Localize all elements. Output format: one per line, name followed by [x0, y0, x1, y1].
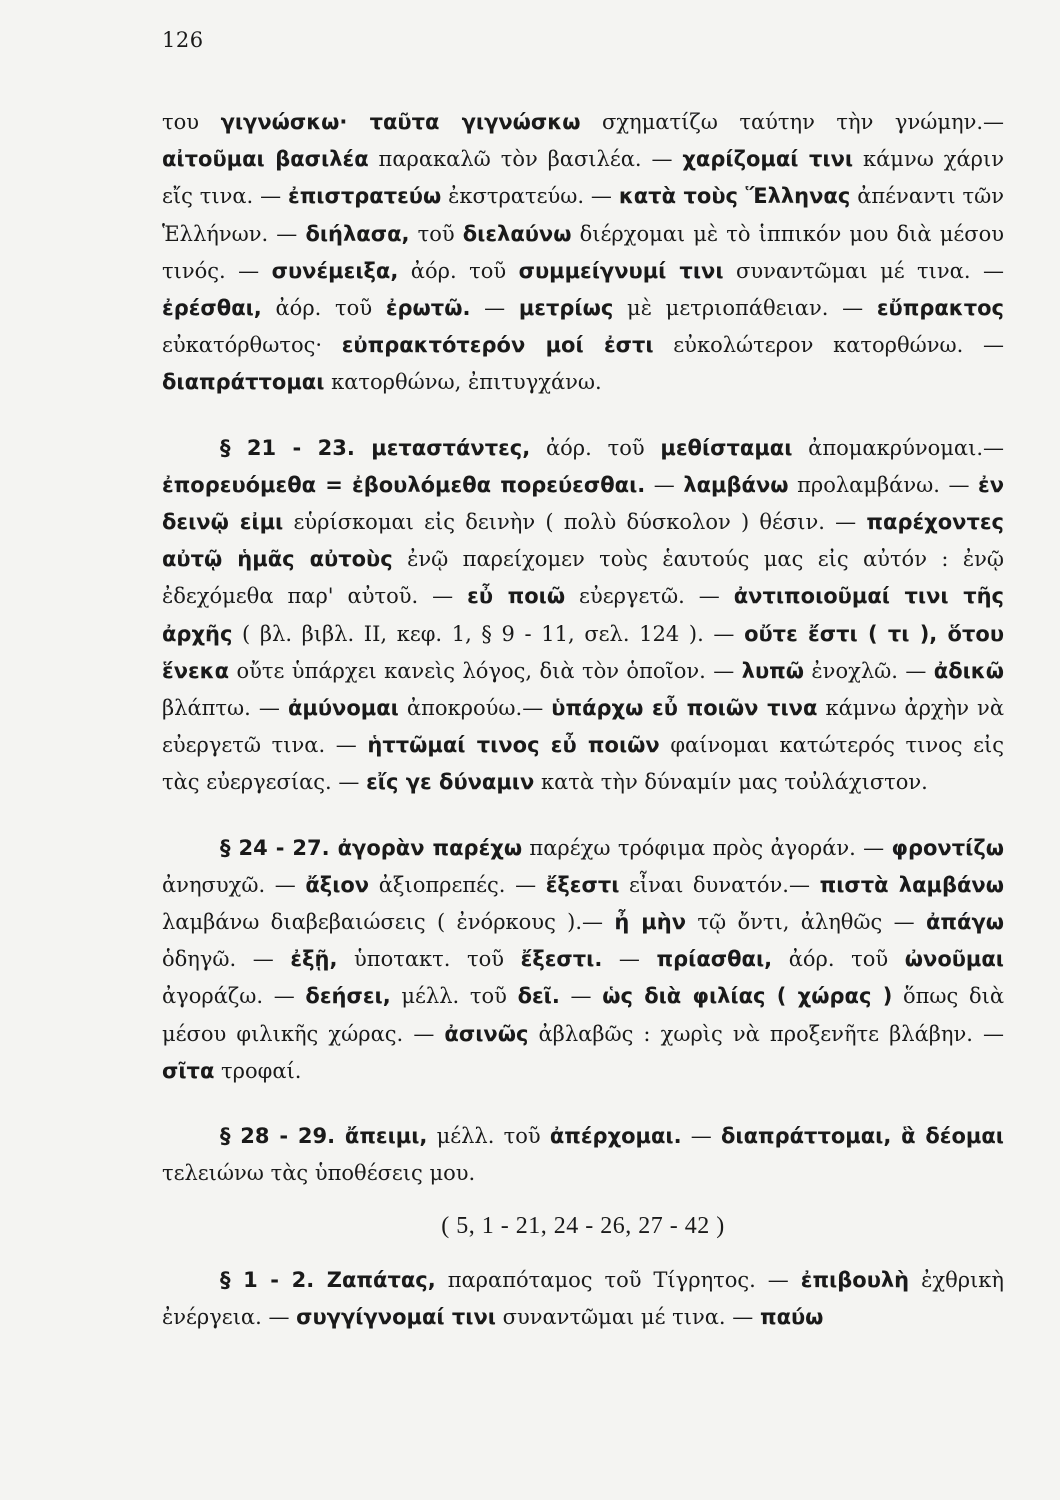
text: ἀόρ. τοῦ — [530, 435, 661, 460]
text: του — [162, 110, 221, 134]
text: — — [470, 296, 519, 321]
term: φροντίζω — [891, 835, 1004, 860]
text: συναντῶμαι μέ τινα. — — [723, 258, 1004, 283]
term: λαμβάνω — [683, 472, 789, 497]
text: ἀόρ. τοῦ — [772, 947, 905, 972]
term: δεήσει, — [305, 984, 391, 1009]
spacer — [162, 1090, 1004, 1118]
term: πρίασθαι, — [656, 947, 773, 972]
text: ἀξιοπρεπές. — — [369, 872, 546, 897]
term: λυπῶ — [741, 658, 804, 683]
section-heading: § 28 - 29. ἄπειμι, — [220, 1124, 428, 1149]
term: ὡς διὰ φιλίας ( χώρας ) — [602, 984, 893, 1009]
text: λαμβάνω διαβεβαιώσεις ( ἐνόρκους ).— — [162, 910, 615, 935]
term: συγγίγνομαί τινι — [296, 1304, 496, 1329]
text: ὁδηγῶ. — — [162, 947, 291, 972]
text: κατορθώνω, ἐπιτυγχάνω. — [324, 370, 602, 395]
term: ἐπορευόμεθα = ἐβουλόμεθα πορεύεσθαι. — [162, 472, 646, 497]
term: ἀπέρχομαι. — [549, 1124, 682, 1149]
term: παρέχοντες αὐτῷ ἡμᾶς αὐτοὺς — [162, 510, 1004, 572]
term: συμμείγνυμί τινι — [518, 258, 724, 283]
text: ἀγοράζω. — — [162, 984, 306, 1009]
term: ἡττῶμαί τινος εὖ ποιῶν — [367, 733, 660, 758]
text: οὔτε ὑπάρχει κανεὶς λόγος, διὰ τὸν ὁποῖον. — — [229, 658, 742, 683]
term: ὑπάρχω εὖ ποιῶν τινα — [551, 696, 818, 721]
text: συναντῶμαι μέ τινα. — — [495, 1304, 760, 1329]
term: ὠνοῦμαι — [904, 947, 1004, 972]
text: ( βλ. βιβλ. II, κεφ. 1, § 9 - 11, σελ. 124 ). — — [232, 621, 745, 646]
term: κατὰ τοὺς Ἕλληνας — [618, 184, 851, 209]
text: παρακαλῶ τὸν βασιλέα. — — [368, 147, 683, 172]
term: δεῖ. — [517, 984, 560, 1009]
term: συνέμειξα, — [271, 258, 399, 283]
term: χαρίζομαί τινι — [682, 147, 854, 172]
text: — — [559, 984, 603, 1009]
paragraph-5 — [162, 1262, 1004, 1336]
term: ἀντιποιοῦμαί τινι τῆς ἀρχῆς — [162, 584, 1005, 646]
text: κάμνω ἀρχὴν νὰ εὐεργετῶ τινα. — — [162, 696, 1004, 758]
term: μετρίως — [518, 296, 614, 321]
term: ἀδικῶ — [933, 658, 1004, 683]
text: σχηματίζω ταύτην τὴν γνώμην.— — [580, 110, 1005, 134]
term: εὔπρακτος — [876, 296, 1004, 321]
term: ἐπιστρατεύω — [288, 184, 442, 209]
page-number: 126 — [162, 28, 204, 52]
text: μέλλ. τοῦ — [390, 984, 518, 1009]
text: εὑρίσκομαι εἰς δεινὴν ( πολὺ δύσκολον ) θέσιν. — — [283, 510, 867, 535]
text: ὅπως διὰ μέσου φιλικῆς χώρας. — — [162, 984, 1005, 1046]
term: μεθίσταμαι — [660, 435, 793, 460]
text: εὐκολώτερον κατορθώνω. — — [653, 333, 1005, 358]
term: σῖτα — [162, 1058, 215, 1083]
text: μέλλ. τοῦ — [427, 1124, 550, 1149]
text: μὲ μετριοπάθειαν. — — [613, 296, 877, 321]
term: ἐρέσθαι, — [162, 296, 262, 321]
text: ἀποκρούω.— — [398, 696, 552, 721]
section-reference: ( 5, 1 - 21, 24 - 26, 27 - 42 ) — [441, 1213, 725, 1240]
text: ἀβλαβῶς : χωρὶς νὰ προξενῆτε βλάβην. — — [528, 1021, 1005, 1046]
term: ἐν δεινῷ εἰμι — [162, 472, 1004, 535]
text: προλαμβάνω. — — [788, 472, 978, 497]
term: ἔξεστι — [545, 872, 620, 897]
term: οὔτε ἔστι ( τι ), ὅτου ἕνεκα — [162, 621, 1004, 683]
term: εἴς γε δύναμιν — [366, 770, 535, 795]
spacer — [162, 1246, 1004, 1262]
text: ἐχθρικὴ ἐνέργεια. — — [162, 1267, 1005, 1329]
term: ἐξῇ, — [290, 947, 338, 972]
paragraph-3 — [162, 830, 1004, 1090]
term: ἦ μὴν — [614, 910, 687, 935]
commentary-text — [162, 104, 1004, 1336]
term: ἄξιον — [305, 872, 370, 897]
text: — — [645, 472, 684, 497]
term: πιστὰ λαμβάνω — [819, 872, 1004, 897]
term: ἔξεστι. — [520, 947, 603, 972]
text: εὐκατόρθωτος· — [162, 333, 342, 358]
text: ἀνησυχῶ. — — [162, 872, 306, 897]
text: παρέχω τρόφιμα πρὸς ἀγοράν. — — [522, 835, 892, 860]
section-heading: § 1 - 2. Ζαπάτας, — [220, 1267, 436, 1292]
text: ἀπομακρύνομαι.— — [792, 435, 1004, 460]
text: βλάπτω. — — [162, 696, 288, 721]
term: ἀμύνομαι — [287, 696, 399, 721]
term: ἐρωτῶ. — [385, 296, 471, 321]
spacer — [162, 802, 1004, 830]
text: κάμνω χάριν εἴς τινα. — — [162, 147, 1005, 209]
term: ἀσινῶς — [444, 1021, 529, 1046]
term: εὖ ποιῶ — [467, 584, 566, 609]
text: ἀόρ. τοῦ — [398, 258, 519, 283]
text: ἀόρ. τοῦ — [261, 296, 386, 321]
term: παύω — [759, 1304, 824, 1329]
text: φαίνομαι κατώτερός τινος εἰς τὰς εὐεργεσίας. — — [162, 733, 1005, 795]
spacer — [162, 402, 1004, 430]
term: εὐπρακτότερόν μοί ἐστι — [341, 333, 654, 358]
term: ἐπιβουλὴ — [800, 1267, 910, 1292]
text: τροφαί. — [214, 1058, 302, 1083]
text: — — [602, 947, 657, 972]
text: — — [681, 1124, 721, 1149]
term: γιγνώσκω· ταῦτα γιγνώσκω — [220, 110, 581, 134]
paragraph-1 — [162, 104, 1004, 402]
text: κατὰ τὴν δύναμίν μας τοὐλάχιστον. — [534, 770, 928, 795]
text: ἐκστρατεύω. — — [441, 184, 619, 209]
section-heading: § 24 - 27. ἀγορὰν παρέχω — [220, 835, 523, 860]
text: παραπόταμος τοῦ Τίγρητος. — — [435, 1267, 801, 1292]
term: διελαύνω — [462, 221, 572, 246]
term: διαπράττομαι — [162, 370, 325, 395]
text: ἀπέναντι τῶν Ἑλλήνων. — — [162, 184, 1005, 246]
text: τῷ ὄντι, ἀληθῶς — — [686, 910, 926, 935]
text: ἐνῷ παρείχομεν τοὺς ἑαυτούς μας εἰς αὐτόν : ἐνῷ ἐδεχόμεθα παρ' αὐτοῦ. — — [162, 547, 1005, 609]
text: τοῦ — [409, 221, 463, 246]
text: εὐεργετῶ. — — [565, 584, 734, 609]
term: ἀπάγω — [926, 910, 1005, 935]
spacer — [162, 1192, 1004, 1208]
term: αἰτοῦμαι βασιλέα — [162, 147, 369, 172]
section-heading: § 21 - 23. μεταστάντες, — [220, 435, 531, 460]
text: τελειώνω τὰς ὑποθέσεις μου. — [162, 1161, 476, 1186]
paragraph-2 — [162, 430, 1004, 802]
text: ὑποτακτ. τοῦ — [337, 947, 521, 972]
text: διέρχομαι μὲ τὸ ἱππικόν μου διὰ μέσου τινός. — — [162, 221, 1004, 283]
paragraph-4 — [162, 1118, 1004, 1192]
text: εἶναι δυνατόν.— — [619, 872, 820, 897]
term: διήλασα, — [305, 221, 410, 246]
text: ἐνοχλῶ. — — [804, 658, 934, 683]
term: διαπράττομαι, ἃ δέομαι — [720, 1124, 1004, 1149]
